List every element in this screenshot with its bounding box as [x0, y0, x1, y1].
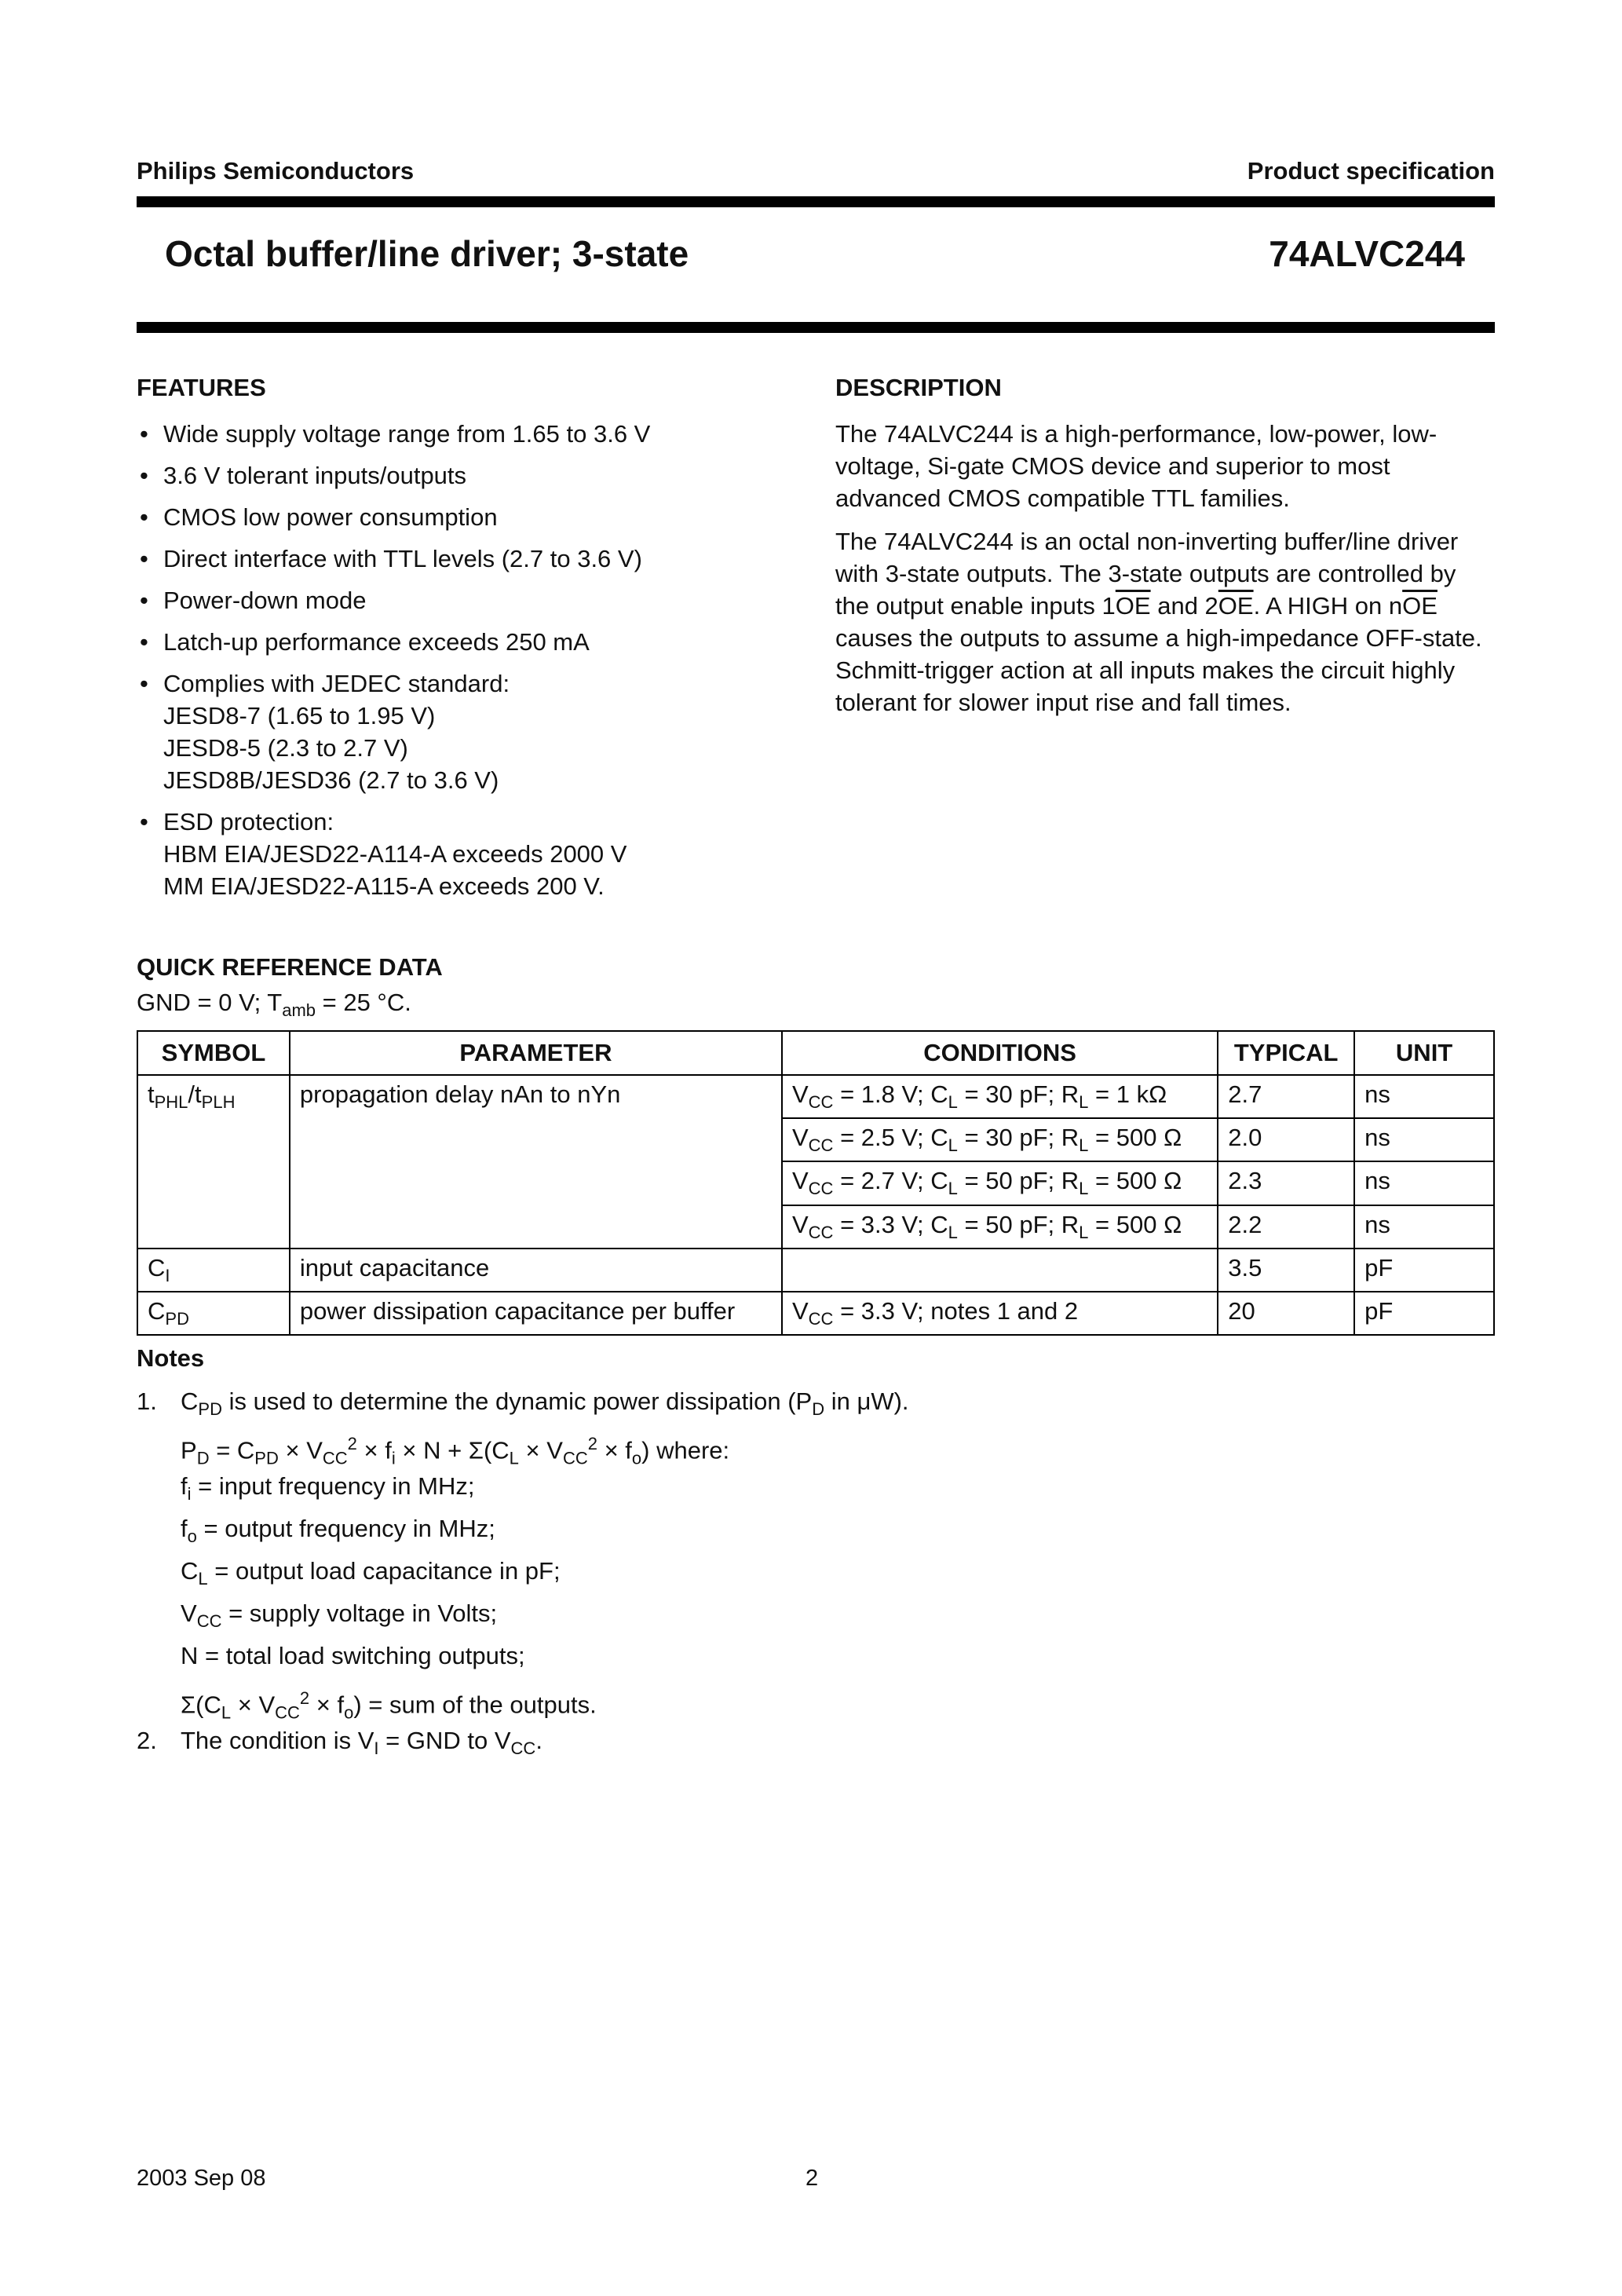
typical-cell: 3.5 [1218, 1249, 1354, 1292]
unit-cell: ns [1354, 1205, 1494, 1249]
parameter-cell: input capacitance [290, 1249, 782, 1292]
note-2-line: The condition is $V_I$ = GND to $V_{CC}$. [181, 1727, 542, 1759]
header-rule-top [137, 196, 1495, 207]
symbol-cell: $C_I$ [137, 1249, 290, 1292]
footer-date: 2003 Sep 08 [137, 2166, 266, 2191]
document-type: Product specification [1247, 157, 1495, 185]
typical-cell: 2.2 [1218, 1205, 1354, 1249]
typical-cell: 2.3 [1218, 1161, 1354, 1205]
note-1-formula: $P_D = C_{PD} \times V_{CC}^2 \times f_i \times N + \Sigma(C_L \times V_{CC}^2 \times f_o)$ where: [181, 1434, 730, 1468]
parameter-cell: power dissipation capacitance per buffer [290, 1292, 782, 1335]
features-list [137, 418, 812, 912]
conditions-cell: $V_{CC} = 2.7$ V; $C_L = 50$ pF; $R_L = 500$ Ω [782, 1161, 1218, 1205]
feature-item: • Latch-up performance exceeds 250 mA [140, 628, 590, 656]
description-heading: DESCRIPTION [835, 374, 1002, 401]
page-title: Octal buffer/line driver; 3-state [165, 233, 689, 274]
table-row [137, 1075, 1494, 1118]
page-number: 2 [806, 2166, 819, 2191]
feature-item: • CMOS low power consumption [140, 503, 498, 531]
table-header-row [137, 1031, 1494, 1075]
unit-cell: ns [1354, 1118, 1494, 1161]
note-1-line: N = total load switching outputs; [181, 1642, 525, 1669]
col-conditions: CONDITIONS [782, 1031, 1218, 1075]
notes-heading: Notes [137, 1344, 205, 1372]
note-1-line: $f_o$ = output frequency in MHz; [181, 1515, 495, 1547]
conditions-cell: $V_{CC} = 3.3$ V; notes 1 and 2 [782, 1292, 1218, 1335]
part-number: 74ALVC244 [1269, 233, 1465, 274]
typical-cell: 2.7 [1218, 1075, 1354, 1118]
unit-cell: ns [1354, 1075, 1494, 1118]
symbol-cell: $C_{PD}$ [137, 1292, 290, 1335]
feature-item-esd: • ESD protection: HBM EIA/JESD22-A114-A exceeds 2000 V MM EIA/JESD22-A115-A exceeds 200 V. [140, 808, 627, 900]
description-text [835, 418, 1495, 729]
feature-item: • Power-down mode [140, 587, 367, 614]
feature-item: • Direct interface with TTL levels (2.7 to 3.6 V) [140, 545, 642, 572]
conditions-cell: $V_{CC} = 1.8$ V; $C_L = 30$ pF; $R_L = 1$ kΩ [782, 1075, 1218, 1118]
note-1-line: $C_{PD}$ is used to determine the dynamic power dissipation ($P_D$ in μW). [181, 1387, 909, 1420]
col-symbol: SYMBOL [137, 1031, 290, 1075]
feature-item-jedec: • Complies with JEDEC standard: JESD8-7 (1.65 to 1.95 V) JESD8-5 (2.3 to 2.7 V) JESD8B/JESD36 (2.7 to 3.6 V) [140, 670, 510, 794]
typical-cell: 20 [1218, 1292, 1354, 1335]
unit-cell: ns [1354, 1161, 1494, 1205]
quick-ref-heading: QUICK REFERENCE DATA [137, 953, 443, 981]
parameter-cell: propagation delay nAn to nYn [290, 1075, 782, 1118]
unit-cell: pF [1354, 1292, 1494, 1335]
quick-ref-table [137, 1030, 1495, 1336]
col-unit: UNIT [1354, 1031, 1494, 1075]
col-parameter: PARAMETER [290, 1031, 782, 1075]
quick-ref-conditions: GND = 0 V; $T_{amb} = 25$ °C. [137, 989, 411, 1021]
description-paragraph-2: The 74ALVC244 is an octal non-inverting buffer/line driver with 3-state outputs. The 3-state outputs are controlled by the output enable inputs $1\overline{OE}$ and $2\overline{OE}$. A HIGH on $n\overline{OE}$ causes the outputs to assume a high-impedance OFF-state. Schmitt-trigger action at all inputs makes the circuit highly tolerant for slower input rise and fall times. [835, 528, 1482, 716]
note-2-number: 2. [137, 1727, 157, 1754]
typical-cell: 2.0 [1218, 1118, 1354, 1161]
col-typical: TYPICAL [1218, 1031, 1354, 1075]
description-paragraph-1: The 74ALVC244 is a high-performance, low-power, low-voltage, Si-gate CMOS device and superior to most advanced CMOS compatible TTL families. [835, 420, 1438, 512]
note-1-sum: $\Sigma(C_L \times V_{CC}^2 \times f_o)$ = sum of the outputs. [181, 1688, 597, 1723]
table-row [137, 1118, 1494, 1161]
conditions-cell [782, 1249, 1218, 1292]
symbol-cell: $t_{PHL}/t_{PLH}$ [137, 1075, 290, 1118]
features-heading: FEATURES [137, 374, 266, 401]
header-rule-bottom [137, 322, 1495, 333]
note-1-number: 1. [137, 1387, 157, 1415]
table-row [137, 1249, 1494, 1292]
note-1-line: $C_L$ = output load capacitance in pF; [181, 1557, 561, 1589]
note-1-line: $f_i$ = input frequency in MHz; [181, 1472, 475, 1504]
note-1-line: $V_{CC}$ = supply voltage in Volts; [181, 1600, 498, 1632]
company-name: Philips Semiconductors [137, 157, 415, 185]
feature-item: • 3.6 V tolerant inputs/outputs [140, 462, 467, 489]
table-row [137, 1161, 1494, 1205]
conditions-cell: $V_{CC} = 3.3$ V; $C_L = 50$ pF; $R_L = 500$ Ω [782, 1205, 1218, 1249]
unit-cell: pF [1354, 1249, 1494, 1292]
feature-item: • Wide supply voltage range from 1.65 to 3.6 V [140, 420, 651, 448]
table-row [137, 1205, 1494, 1249]
table-row [137, 1292, 1494, 1335]
conditions-cell: $V_{CC} = 2.5$ V; $C_L = 30$ pF; $R_L = 500$ Ω [782, 1118, 1218, 1161]
